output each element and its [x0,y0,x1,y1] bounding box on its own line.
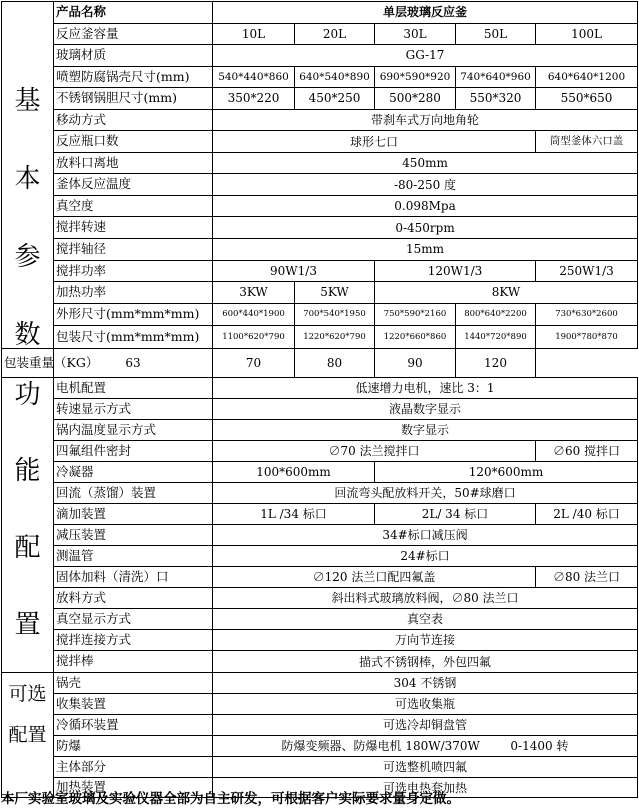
cell-value: 63 [54,349,213,378]
row-label: 锅壳 [54,673,213,694]
section-char: 能 [14,456,41,486]
product-name-label: 产品名称 [54,2,213,24]
row-label: 冷凝器 [54,462,213,483]
table-row [2,326,638,349]
table-row [2,66,638,88]
cell-value: 带刹车式万向地角轮 [213,109,638,131]
table-row [2,109,638,131]
row-label: 测温管 [54,546,213,567]
cell-value: 0.098Mpa [213,195,638,217]
cell-value: 100*600mm [213,462,375,483]
cell-value: 可选整机喷四氟 [213,757,638,778]
cell-value: ∅120 法兰口配四氟盖 [213,567,536,588]
row-label: 主体部分 [54,757,213,778]
cell-value: 20L [295,23,375,45]
spec-table [1,1,638,798]
table-row [2,88,638,110]
row-label: 加热装置 [54,778,213,798]
row-label: 转速显示方式 [54,399,213,420]
section-char: 本 [14,164,41,194]
table-row [2,525,638,546]
cell-value: 可选收集瓶 [213,694,638,715]
table-row [2,567,638,588]
section-basic-params [2,2,54,349]
table-row [2,546,638,567]
table-row [2,462,638,483]
section-char: 可选 [8,683,47,705]
table-row [2,483,638,504]
row-label: 防爆 [54,736,213,757]
section-char: 配置 [8,724,47,746]
table-row [2,609,638,630]
cell-value: 8KW [375,282,638,304]
cell-value: -80-250 度 [213,174,638,196]
section-optional-config [2,673,54,798]
row-label: 搅拌功率 [54,260,213,282]
cell-value: 数字显示 [213,420,638,441]
table-row [2,303,638,326]
table-row [2,378,638,399]
section-char: 置 [14,610,41,640]
section-char: 配 [14,533,41,563]
section-char: 功 [14,380,41,410]
table-row [2,399,638,420]
cell-value: 防爆变频器、防爆电机 180W/370W 0-1400 转 [213,736,638,757]
cell-value: 450mm [213,152,638,174]
cell-value: 万向节连接 [213,630,638,651]
cell-value: 640*640*1200 [536,66,638,88]
table-row [2,260,638,282]
product-title: 单层玻璃反应釜 [213,2,638,24]
cell-value: 120*600mm [375,462,638,483]
row-label: 反应釜容量 [54,23,213,45]
table-row [2,441,638,462]
table-row [2,673,638,694]
table-row [2,588,638,609]
cell-value: 0-450rpm [213,217,638,239]
cell-value: 1L /34 标口 [213,504,375,525]
cell-value: 540*440*860 [213,66,295,88]
cell-value: 100L [536,23,638,45]
row-label: 釜体反应温度 [54,174,213,196]
table-row [2,757,638,778]
row-label: 搅拌轴径 [54,239,213,261]
row-label: 不锈钢锅胆尺寸(mm) [54,88,213,110]
cell-value: 500*280 [375,88,456,110]
table-row [2,217,638,239]
cell-value: 1440*720*890 [456,326,536,349]
row-label: 固体加料（清洗）口 [54,567,213,588]
cell-value: 15mm [213,239,638,261]
cell-value: 730*630*2600 [536,303,638,326]
cell-value: 筒型釜体六口盖 [536,131,638,153]
table-row-header [2,2,638,24]
cell-value: 斜出料式玻璃放料阀，∅80 法兰口 [213,588,638,609]
cell-value: 304 不锈钢 [213,673,638,694]
cell-value: 80 [295,349,375,378]
cell-value: 600*440*1900 [213,303,295,326]
row-label: 回流（蒸馏）装置 [54,483,213,504]
row-label: 搅拌连接方式 [54,630,213,651]
row-label: 放料口离地 [54,152,213,174]
cell-value: 640*540*890 [295,66,375,88]
section-char: 数 [14,320,41,350]
row-label: 加热功率 [54,282,213,304]
table-row [2,651,638,673]
cell-value: 2L /40 标口 [536,504,638,525]
cell-value: 30L [375,23,456,45]
table-row [2,694,638,715]
row-label: 减压装置 [54,525,213,546]
row-label: 冷循环装置 [54,715,213,736]
cell-value: GG-17 [213,45,638,67]
table-row [2,195,638,217]
cell-value: 可选冷却铜盘管 [213,715,638,736]
row-label: 滴加装置 [54,504,213,525]
row-label: 放料方式 [54,588,213,609]
cell-value: 描式不锈钢棒，外包四氟 [213,651,638,673]
row-label: 移动方式 [54,109,213,131]
table-row [2,504,638,525]
cell-value: 可选电热套加热 [213,778,638,798]
cell-value: 1220*620*790 [295,326,375,349]
table-row [2,239,638,261]
table-row [2,715,638,736]
row-label: 包装尺寸(mm*mm*mm) [54,326,213,349]
cell-value: 250W1/3 [536,260,638,282]
row-label: 搅拌棒 [54,651,213,673]
table-row [2,630,638,651]
row-label: 锅内温度显示方式 [54,420,213,441]
table-row [2,174,638,196]
cell-value: ∅70 法兰搅拌口 [213,441,536,462]
cell-value: 2L/ 34 标口 [375,504,536,525]
row-label: 外形尺寸(mm*mm*mm) [54,303,213,326]
footer-note: 本厂实验室玻璃及实验仪器全部为自主研发，可根据客户实际要求量身定做。 [1,791,460,807]
cell-value: 5KW [295,282,375,304]
table-row [2,736,638,757]
row-label: 搅拌转速 [54,217,213,239]
cell-value: 350*220 [213,88,295,110]
cell-value: 740*640*960 [456,66,536,88]
row-label: 真空显示方式 [54,609,213,630]
cell-value: 1100*620*790 [213,326,295,349]
cell-value: 10L [213,23,295,45]
cell-value: 24#标口 [213,546,638,567]
row-label: 喷塑防腐锅壳尺寸(mm) [54,66,213,88]
cell-value: 低速增力电机，速比 3：1 [213,378,638,399]
table-row [2,152,638,174]
section-char: 参 [14,242,41,272]
cell-value: 34#标口减压阀 [213,525,638,546]
section-char: 基 [14,86,41,116]
cell-value: 690*590*920 [375,66,456,88]
cell-value: 球形七口 [213,131,536,153]
cell-value: 回流弯头配放料开关，50#球磨口 [213,483,638,504]
cell-value: 120 [456,349,536,378]
table-row [2,349,638,378]
section-function-config [2,378,54,673]
row-label: 真空度 [54,195,213,217]
cell-value: ∅80 法兰口 [536,567,638,588]
table-row [2,420,638,441]
row-label: 玻璃材质 [54,45,213,67]
row-label: 四氟组件密封 [54,441,213,462]
cell-value: 1900*780*870 [536,326,638,349]
cell-value: 800*640*2200 [456,303,536,326]
table-row [2,23,638,45]
row-label: 包装重量（KG） [2,349,54,378]
cell-value: ∅60 搅拌口 [536,441,638,462]
cell-value: 700*540*1950 [295,303,375,326]
cell-value: 真空表 [213,609,638,630]
cell-value: 120W1/3 [375,260,536,282]
table-row [2,131,638,153]
cell-value: 70 [213,349,295,378]
table-row [2,282,638,304]
cell-value: 液晶数字显示 [213,399,638,420]
cell-value: 50L [456,23,536,45]
row-label: 收集装置 [54,694,213,715]
table-row [2,45,638,67]
cell-value: 1220*660*860 [375,326,456,349]
cell-value: 3KW [213,282,295,304]
row-label: 反应瓶口数 [54,131,213,153]
cell-value: 550*320 [456,88,536,110]
cell-value: 750*590*2160 [375,303,456,326]
row-label: 电机配置 [54,378,213,399]
cell-value: 450*250 [295,88,375,110]
cell-value: 90 [375,349,456,378]
cell-value: 90W1/3 [213,260,375,282]
cell-value: 550*650 [536,88,638,110]
